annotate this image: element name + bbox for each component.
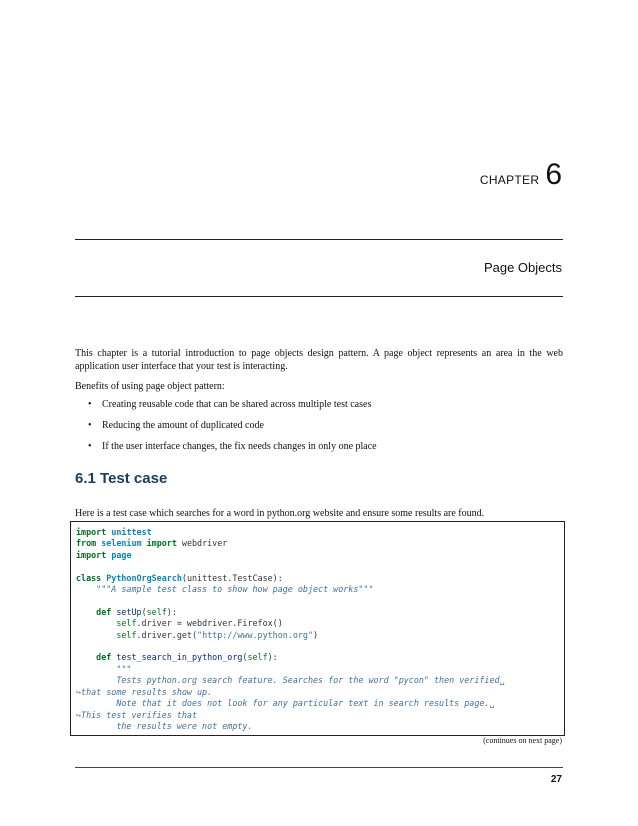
section-intro: Here is a test case which searches for a word in python.org website and ensure some results are found. [75,508,485,519]
code-token: PythonOrgSearch [106,572,182,583]
code-token: Tests python.org search feature. Searches for the word "pycon" then verified [116,675,500,686]
code-token: This test verifies that [81,709,198,720]
code-token: setUp [116,606,142,617]
code-token: """A sample test class to show how page object works""" [96,584,374,595]
chapter-rule-top [75,239,563,240]
code-token: .driver.get( [136,629,198,640]
page-number: 27 [550,774,562,785]
bullet-text: Reducing the amount of duplicated code [102,420,264,431]
code-token: """ [116,663,132,674]
code-token: test_search_in_python_org [116,652,243,663]
code-token: that some results show up. [81,686,213,697]
code-token: ): [267,652,278,663]
bullet-icon: • [88,399,92,410]
code-token: def [96,652,112,663]
code-token: Note that it does not look for any particular text in search results page. [116,698,490,709]
code-token: self [116,618,137,629]
continues-note: (continues on next page) [483,736,562,745]
list-item [88,440,377,453]
code-token: def [96,606,112,617]
section-title: 6.1 Test case [75,470,168,487]
code-token: ): [166,606,177,617]
chapter-word: CHAPTER [479,173,540,187]
bullet-text: If the user interface changes, the fix needs changes in only one place [102,441,377,452]
bullet-icon: • [88,420,92,431]
wrap-marker-icon: ␣ [499,675,505,686]
code-token: webdriver [176,538,228,549]
code-token: import [76,549,107,560]
continuation-arrow-icon: ↪ [76,686,82,697]
bullet-icon: • [88,441,92,452]
code-token: (unittest.TestCase): [181,572,283,583]
code-token: from [76,538,97,549]
code-token: import [146,538,177,549]
continuation-arrow-icon: ↪ [76,709,82,720]
chapter-label [480,160,562,190]
code-token: ) [313,629,319,640]
bullet-text: Creating reusable code that can be shared across multiple test cases [102,399,372,410]
code-token: unittest [111,527,152,537]
code-token: self [146,606,167,617]
wrap-marker-icon: ␣ [489,698,495,709]
code-token: the results were not empty. [116,720,253,731]
code-token: selenium [101,538,142,549]
benefits-list [88,398,377,461]
footer-rule [75,767,563,768]
code-token: self [247,652,268,663]
code-token: page [111,549,132,560]
list-item [88,419,377,432]
code-token: self [116,629,137,640]
code-token: class [76,572,102,583]
code-token: .driver = webdriver.Firefox() [136,618,283,629]
list-item [88,398,377,411]
intro-paragraph: This chapter is a tutorial introduction to page objects design pattern. A page object represents an area in the web application user interface that your test is interacting. [75,348,563,372]
chapter-rule-bottom [75,296,563,297]
chapter-number: 6 [545,158,562,191]
chapter-title: Page Objects [483,260,562,275]
code-token: "http://www.python.org" [197,629,314,640]
benefits-heading: Benefits of using page object pattern: [75,381,225,392]
code-token: import [76,527,107,537]
code-block: import unittest from selenium import webdriver import page class PythonOrgSearch(unittest.TestCase): """A sample test class to show how page object works""" def setUp(self): self.driver = webdriver.Firefox() self.driver.get("http://www.python.org") def test_search_in_python_org(self): """ Tests python.org search feature. Searches for the word "pycon" then verified␣ ↪that some results show up. Note that it does not look for any particular text in search results page.␣ ↪This test verifies that the results were not empty. [70,521,565,736]
